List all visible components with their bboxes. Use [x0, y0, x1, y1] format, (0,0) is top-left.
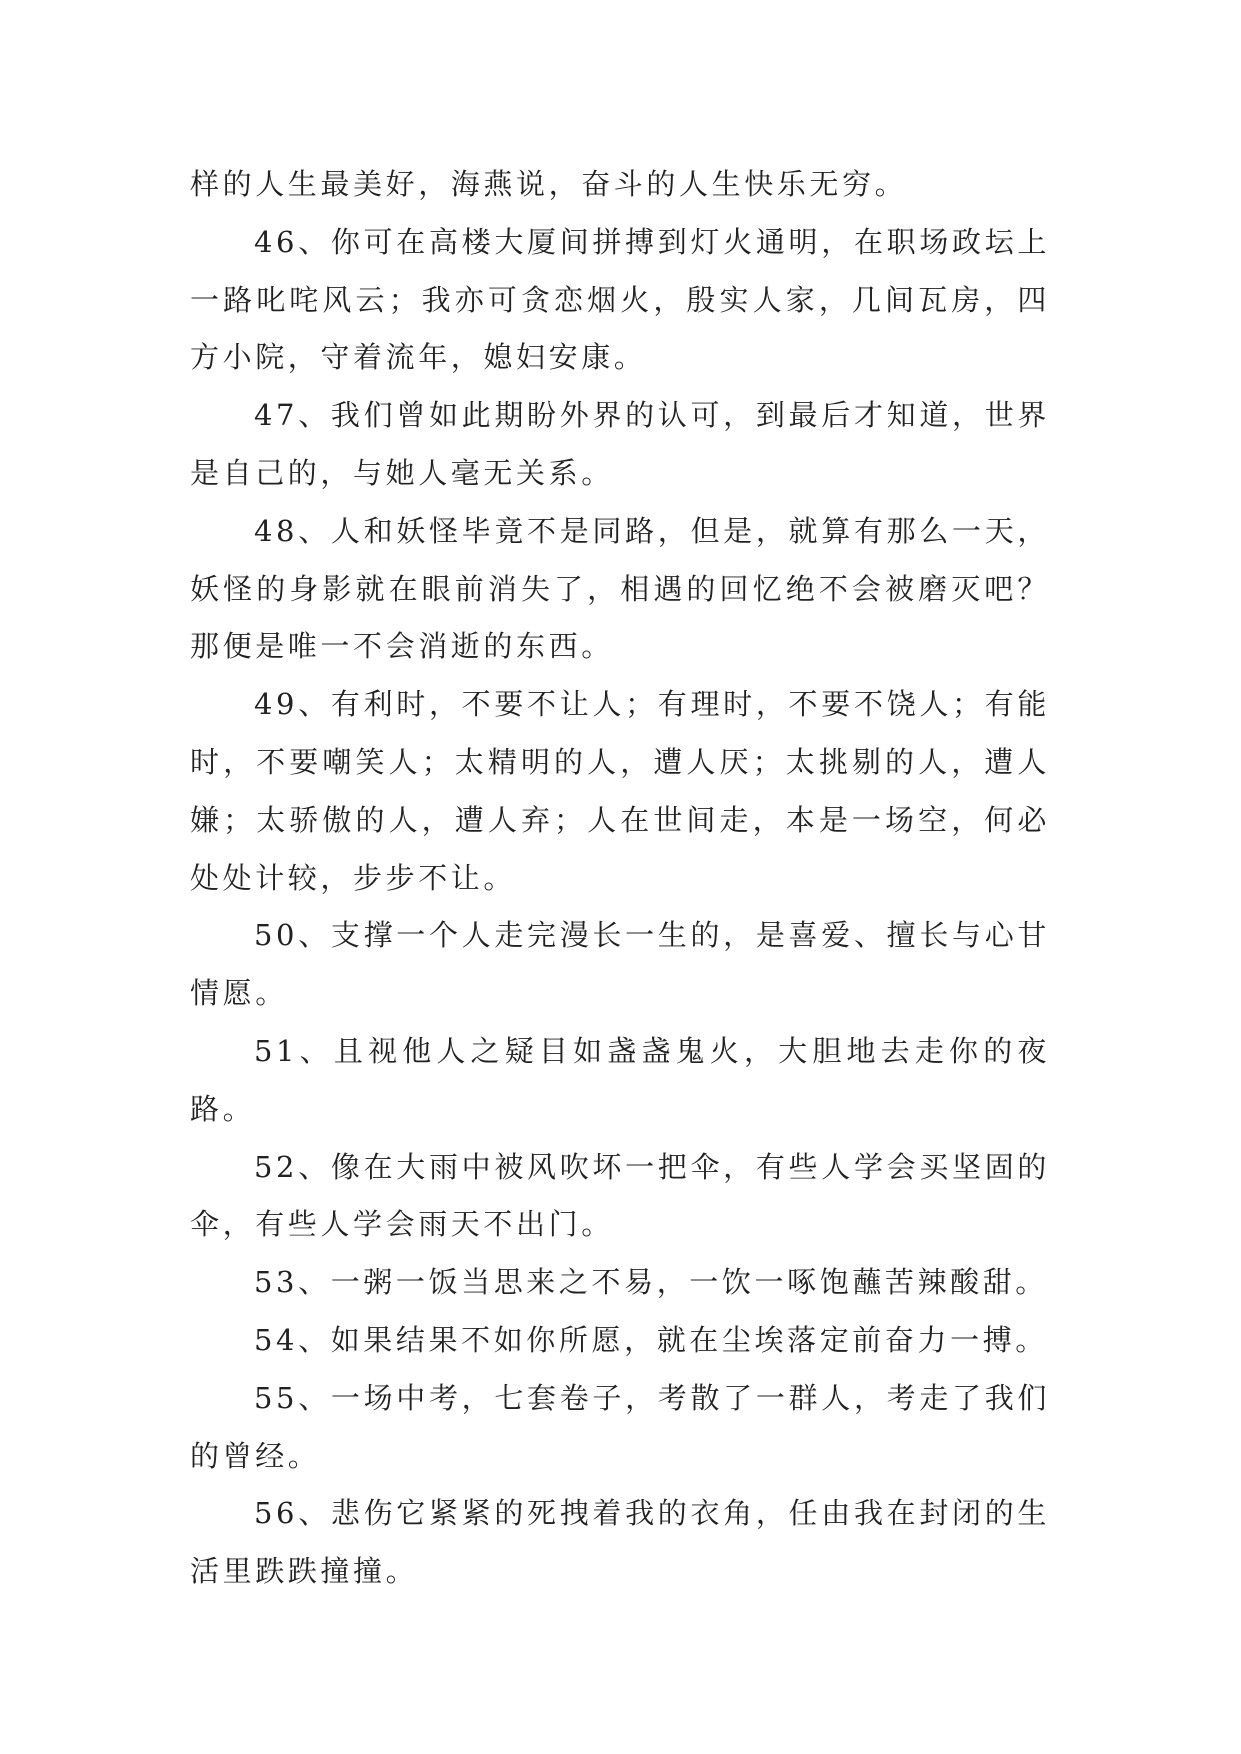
- paragraph-46: 46、你可在高楼大厦间拼搏到灯火通明，在职场政坛上一路叱咤风云；我亦可贪恋烟火，殷实人家，几间瓦房，四方小院，守着流年，媳妇安康。: [190, 224, 1050, 375]
- paragraph-55: 55、一场中考，七套卷子，考散了一群人，考走了我们的曾经。: [190, 1380, 1050, 1473]
- paragraph-52: 52、像在大雨中被风吹坏一把伞，有些人学会买坚固的伞，有些人学会雨天不出门。: [190, 1149, 1050, 1242]
- paragraph-53: 53、一粥一饭当思来之不易，一饮一啄饱蘸苦辣酸甜。: [254, 1265, 1048, 1300]
- paragraph-49: 49、有利时，不要不让人；有理时，不要不饶人；有能时，不要嘲笑人；太精明的人，遭人厌；太挑剔的人，遭人嫌；太骄傲的人，遭人弃；人在世间走，本是一场空，何必处处计较，步步不让。: [190, 687, 1050, 895]
- paragraph-56: 56、悲伤它紧紧的死拽着我的衣角，任由我在封闭的生活里跌跌撞撞。: [190, 1496, 1050, 1589]
- paragraph-47: 47、我们曾如此期盼外界的认可，到最后才知道，世界是自己的，与她人毫无关系。: [190, 398, 1050, 490]
- paragraph-50: 50、支撑一个人走完漫长一生的，是喜爱、擅长与心甘情愿。: [190, 918, 1050, 1011]
- paragraph-48: 48、人和妖怪毕竟不是同路，但是，就算有那么一天，妖怪的身影就在眼前消失了，相遇的回忆绝不会被磨灭吧？那便是唯一不会消逝的东西。: [190, 513, 1050, 664]
- paragraph-continuation: 样的人生最美好，海燕说，奋斗的人生快乐无穷。: [190, 167, 908, 201]
- paragraph-54: 54、如果结果不如你所愿，就在尘埃落定前奋力一搏。: [254, 1322, 1048, 1357]
- paragraph-51: 51、且视他人之疑目如盏盏鬼火，大胆地去走你的夜路。: [190, 1033, 1050, 1126]
- document-body: [190, 156, 1050, 1601]
